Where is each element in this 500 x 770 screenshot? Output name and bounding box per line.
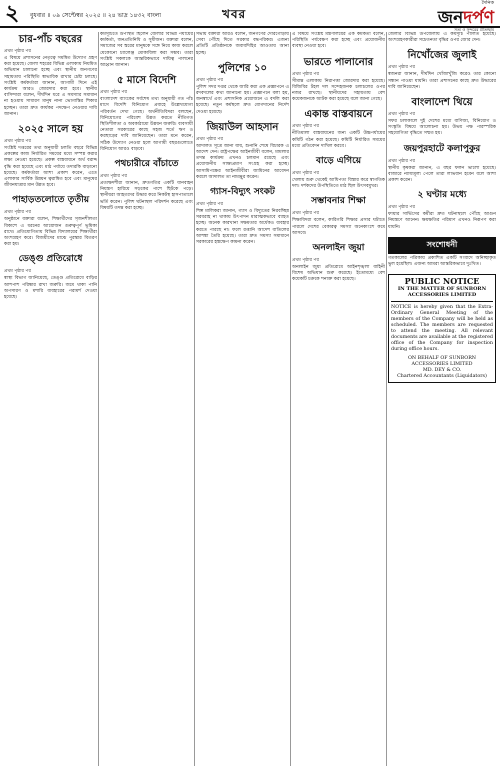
article — [388, 144, 496, 185]
article-body: আদালত সূত্রে জানা যায়, শুনানি শেষে বিচারক এ আদেশ দেন। রাষ্ট্রপক্ষের আইনজীবী বলেন, মামলার তদন্ত কার্যক্রম এখনও চলমান রয়েছে এবং প্রয়োজনীয় সাক্ষ্যপ্রমাণ সংগ্রহ করা হচ্ছে। আসামিপক্ষের আইনজীবীরা জামিনের আবেদন করলে আদালত তা নামঞ্জুর করেন। — [196, 143, 289, 180]
article — [388, 97, 496, 138]
article-byline: প্রথম পৃষ্ঠার পর — [100, 174, 127, 180]
article — [292, 196, 385, 237]
article-byline: প্রথম পৃষ্ঠার পর — [100, 90, 127, 96]
article-headline: পাহাড়তলোতে তৃতীয় — [11, 195, 90, 206]
article-headline: বাড়ে এগিয়ে — [315, 156, 362, 167]
notice-sign-line: Chartered Accountants (Liquidators) — [397, 374, 487, 380]
article-byline: প্রথম পৃষ্ঠার পর — [388, 205, 415, 211]
article-byline: প্রথম পৃষ্ঠার পর — [196, 77, 223, 83]
article — [196, 32, 289, 57]
column-divider — [98, 32, 99, 766]
article-headline: ২ ঘণ্টার মধ্যে — [417, 190, 467, 201]
article-body: সফর চলাকালে দুই দেশের মধ্যে বাণিজ্য, বিনিয়োগ ও সংস্কৃতি বিষয়ে আলোচনা হয়। উভয় পক্ষ পারস্পরিক সহযোগিতা বৃদ্ধিতে সম্মত হয়। — [388, 119, 496, 137]
article-body: সীমান্ত এলাকায় নিরাপত্তা জোরদার করা হয়েছে। বিজিবির টহল দল সন্দেহজনক চলাচলের ওপর নজর রাখছে। স্থানীয়দের সহায়তায় বেশ কয়েকজনকে আটক করা হয়েছে বলে জানা গেছে। — [292, 78, 385, 103]
article-headline: জিয়াউল আহসান — [206, 121, 279, 133]
article-headline: একান্ত বাস্তবায়নে — [304, 109, 373, 121]
article-headline: ৫ মাসে বিদেশি — [116, 75, 176, 87]
correction-body: গতকালের পত্রিকায় প্রকাশিত একটি সংবাদে অনিচ্ছাকৃত ভুল হয়েছিল। এজন্য আমরা আন্তরিকভাবে দুঃখিত। — [388, 255, 496, 268]
article — [100, 32, 193, 69]
article — [292, 156, 385, 190]
dateline: বুধবার ॥ ০৯ সেপ্টেম্বর ২০২৫ ॥ ২৪ ভাদ্র ১৪৩২ বাংলা — [30, 12, 161, 19]
article-byline: প্রথম পৃষ্ঠার পর — [292, 71, 319, 77]
article-headline: পুলিশের ১০ — [217, 62, 267, 74]
article-headline: ২০২৫ সালে হয় — [17, 124, 84, 136]
article — [4, 254, 97, 301]
brand-name — [438, 8, 494, 28]
notice-title: PUBLIC NOTICE — [404, 276, 480, 287]
article — [100, 159, 193, 212]
article — [4, 195, 97, 248]
brand-name-part1: জন — [437, 8, 464, 28]
notice-divider — [391, 301, 493, 302]
article-body: অনলাইন জুয়া প্রতিরোধে আইনশৃঙ্খলা বাহিনী বিশেষ অভিযান শুরু করেছে। ইতোমধ্যে বেশ কয়েকটি চক্রকে শনাক্ত করা হয়েছে। — [292, 265, 385, 283]
correction-heading: সংশোধনী — [388, 237, 496, 254]
article-body: এ বিষয়ে প্রশাসনের নেতৃত্বে সমন্বিত উদ্যোগ গ্রহণ করা হয়েছে। জেলা শহরের বিভিন্ন এলাকায় নিয়মিত অভিযান চালানো হচ্ছে এবং স্থানীয় জনগণের সহায়তায় পরিস্থিতি স্বাভাবিক রাখার চেষ্টা চলছে। সংশ্লিষ্ট কর্মকর্তারা জানান, আগামী দিনে এই কার্যক্রম আরও জোরদার করা হবে। স্থানীয় বাসিন্দারা বলেন, দীর্ঘদিন ধরে এ সমস্যার সমাধান না হওয়ায় সাধারণ মানুষ নানা ভোগান্তির শিকার হচ্ছেন। তারা দ্রুত কার্যকর পদক্ষেপ নেওয়ার দাবি জানান। — [4, 56, 97, 117]
column-5 — [388, 32, 496, 766]
article-headline: পথচারীরে বাঁচাতে — [114, 159, 179, 170]
article — [4, 34, 97, 118]
article-body: কর্মসূচিতে উপস্থিত ছিলেন জেলার বিভিন্ন পর্যায়ের কর্মকর্তা, জনপ্রতিনিধি ও সুধীজন। বক্তারা বলেন, সমাজের সব স্তরের মানুষকে সঙ্গে নিয়ে কাজ করলে যেকোনো চ্যালেঞ্জ মোকাবিলা করা সম্ভব। তারা সংশ্লিষ্ট সকলকে আন্তরিকভাবে দায়িত্ব পালনের আহ্বান জানান। — [100, 32, 193, 69]
article — [388, 50, 496, 91]
article-body: নীতিমালা বাস্তবায়নের জন্য একটি উচ্চপর্যায়ের কমিটি গঠন করা হয়েছে। কমিটি নির্ধারিত সময়ের মধ্যে প্রতিবেদন দাখিল করবে। — [292, 131, 385, 149]
article-body: শিল্প মালিকরা জানান, গ্যাস ও বিদ্যুতের নিরবচ্ছিন্ন সরবরাহ না থাকায় উৎপাদন মারাত্মকভাবে ব্যাহত হচ্ছে। অনেক কারখানা সক্ষমতার অর্ধেকও ব্যবহার করতে পারছে না। ফলে রপ্তানি আদেশ বাতিলের আশঙ্কা তৈরি হয়েছে। তারা দ্রুত সমস্যা সমাধানে সরকারের হস্তক্ষেপ কামনা করেন। — [196, 209, 289, 246]
article — [292, 243, 385, 284]
article-headline: নিখোঁজের জুলাই — [407, 50, 477, 62]
article — [196, 122, 289, 181]
article-headline: গ্যাস-বিদ্যুৎ সংকট — [210, 187, 275, 198]
brand-tagline: সত্য ও সুন্দরের প্রতিচ্ছবি — [454, 27, 494, 32]
article-byline: প্রথম পৃষ্ঠার পর — [388, 65, 415, 71]
article — [388, 32, 496, 44]
article-headline: ভারতে পালানোর — [303, 56, 374, 68]
article — [388, 190, 496, 231]
page-number: ২ — [5, 0, 20, 26]
article-byline: প্রথম পৃষ্ঠার পর — [196, 202, 223, 208]
notice-sign-line: MD. DEY & CO. — [422, 368, 462, 374]
article-byline: প্রথম পৃষ্ঠার পর — [4, 139, 31, 145]
article-body: এ বিষয়ে সংশ্লিষ্ট মন্ত্রণালয়ের এক কর্মকর্তা বলেন, পরিস্থিতি পর্যবেক্ষণ করা হচ্ছে এবং প্রয়োজনীয় ব্যবস্থা নেওয়া হবে। — [292, 32, 385, 50]
column-divider — [290, 32, 291, 766]
article-headline: জয়পুরহাটে কলাপুকুর — [403, 143, 481, 154]
column-4 — [292, 32, 385, 766]
newspaper-logo — [438, 0, 494, 34]
article-headline: অনলাইন জুয়া — [312, 243, 365, 254]
column-divider — [386, 32, 387, 766]
article-body: অনুষ্ঠানে বক্তারা বলেন, শিক্ষার্থীদের সৃজনশীলতা বিকাশে এ ধরনের আয়োজন গুরুত্বপূর্ণ ভূমিকা রাখে। প্রতিযোগিতায় বিভিন্ন বিদ্যালয়ের শিক্ষার্থীরা অংশগ্রহণ করে। বিজয়ীদের মাঝে পুরস্কার বিতরণ করা হয়। — [4, 217, 97, 248]
article-body: বাংলাদেশ ব্যাংকের সর্বশেষ তথ্য অনুযায়ী গত পাঁচ মাসে বিদেশি বিনিয়োগ প্রবাহে উল্লেখযোগ্য পরিবর্তন দেখা গেছে। অর্থনীতিবিদরা বলছেন, বিনিয়োগের পরিবেশ উন্নত করতে নীতিগত স্থিতিশীলতা ও অবকাঠামো উন্নয়ন জরুরি। ব্যবসায়ী নেতারা সরকারের কাছে সহজ শর্তে ঋণ ও করছাড়ের দাবি জানিয়েছেন। তারা মনে করেন, সঠিক উদ্যোগ নেওয়া হলে আগামী বছরগুলোতে বিনিয়োগ আরও বাড়বে। — [100, 97, 193, 152]
article-byline: প্রথম পৃষ্ঠার পর — [292, 258, 319, 264]
article-headline: ডেঙ্গু প্রতিরোধে — [18, 254, 83, 265]
article-body: স্বাস্থ্য বিভাগ জানিয়েছে, ডেঙ্গু প্রতিরোধে বাড়ির আশপাশ পরিষ্কার রাখা জরুরি। জমে থাকা পানি অপসারণ ও মশারি ব্যবহারের পরামর্শ দেওয়া হয়েছে। — [4, 276, 97, 301]
column-3 — [196, 32, 289, 766]
article-body: পুলিশ সদর দপ্তর থেকে জারি করা এক প্রজ্ঞাপনে এ রদবদলের কথা জানানো হয়। প্রজ্ঞাপনে বলা হয়, জনস্বার্থে এবং প্রশাসনিক প্রয়োজনে এ বদলি করা হয়েছে। নতুন কর্মস্থলে দ্রুত যোগদানের নির্দেশ দেওয়া হয়েছে। — [196, 84, 289, 115]
article — [100, 75, 193, 153]
article-body: প্রত্যক্ষদর্শীরা জানান, দ্রুতগতির একটি যানবাহন নিয়ন্ত্রণ হারিয়ে সড়কের পাশে ছিটকে পড়ে। স্থানীয়রা আহতদের উদ্ধার করে নিকটস্থ হাসপাতালে ভর্তি করেন। পুলিশ ঘটনাস্থল পরিদর্শন করেছে এবং বিষয়টি তদন্ত করা হচ্ছে। — [100, 181, 193, 211]
masthead — [0, 0, 500, 32]
article-body: স্বজনরা জানান, দীর্ঘদিন খোঁজাখুঁজি করেও তার কোনো সন্ধান পাওয়া যায়নি। তারা প্রশাসনের কাছে দ্রুত উদ্ধারের দাবি জানিয়েছেন। — [388, 72, 496, 90]
column-divider — [194, 32, 195, 766]
article-body: ফায়ার সার্ভিসের কর্মীরা দ্রুত ঘটনাস্থলে পৌঁছে আগুন নিয়ন্ত্রণে আনেন। ক্ষয়ক্ষতির পরিমাণ এখনও নিরূপণ করা যায়নি। — [388, 212, 496, 230]
article — [196, 63, 289, 116]
notice-sign-line: ON BEHALF OF SUNBORN ACCESSORIES LIMITED — [407, 356, 477, 368]
article-body: সভায় বক্তারা আরও বলেন, জনগণের দোরগোড়ায় সেবা পৌঁছে দিতে সরকার বদ্ধপরিকর। এজন্য প্রতিটি প্রতিষ্ঠানকে জবাবদিহির আওতায় আনা হচ্ছে। — [196, 32, 289, 56]
article-byline: প্রথম পৃষ্ঠার পর — [4, 49, 31, 54]
article-byline: প্রথম পৃষ্ঠার পর — [196, 136, 223, 142]
section-title: খবর — [222, 7, 247, 21]
column-1 — [4, 32, 97, 766]
article — [292, 109, 385, 150]
notice-signature — [391, 356, 493, 380]
article-byline: প্রথম পৃষ্ঠার পর — [4, 210, 31, 216]
article-headline: সম্ভাবনার শিক্ষা — [311, 196, 366, 207]
article-body: সংশ্লিষ্ট দপ্তরের তথ্য অনুযায়ী চলতি বছরে বিভিন্ন প্রকল্পের কাজ নির্ধারিত সময়ের মধ্যে সম্পন্ন করার লক্ষ্য নেওয়া হয়েছে। প্রকল্প বাস্তবায়নে অর্থ বরাদ্দ বৃদ্ধি করা হয়েছে এবং মাঠ পর্যায়ে তদারকি বাড়ানো হয়েছে। কর্মকর্তারা আশা প্রকাশ করেন, এতে এলাকার সার্বিক উন্নয়ন ত্বরান্বিত হবে এবং মানুষের জীবনযাত্রার মান উন্নত হবে। — [4, 146, 97, 189]
article — [4, 124, 97, 189]
article-byline: প্রথম পৃষ্ঠার পর — [292, 211, 319, 217]
column-2 — [100, 32, 193, 766]
article-byline: প্রথম পৃষ্ঠার পর — [292, 171, 319, 177]
article-body: খেলায় শুরু থেকেই আধিপত্য বিস্তার করে স্বাগতিক দল। দর্শকদের উপস্থিতিতে মাঠ ছিল উৎসবমুখর। — [292, 178, 385, 190]
public-notice — [388, 274, 496, 383]
article-byline: প্রথম পৃষ্ঠার পর — [292, 124, 319, 130]
article-headline: চার-পাঁচ বছরের — [18, 34, 83, 45]
article-byline: প্রথম পৃষ্ঠার পর — [4, 269, 31, 275]
article-byline: প্রথম পৃষ্ঠার পর — [388, 158, 415, 164]
article-headline: বাংলাদেশ থিয়ে — [411, 97, 473, 109]
article — [196, 187, 289, 246]
notice-subtitle: IN THE MATTER OF SUNBORN ACCESSORIES LIMITED — [397, 286, 487, 299]
brand-name-part2: দর্পণ — [463, 8, 494, 28]
notice-body: NOTICE is hereby given that the Extra-Ordinary General Meeting of the members of the Company will be held as scheduled. The members are requested to attend the meeting. All relevant documents are available at the registered office of the Company for inspection during office hours. — [391, 305, 493, 353]
article — [292, 57, 385, 104]
article — [292, 32, 385, 51]
article-body: স্থানীয় কৃষকরা জানান, এ বছর ফলন ভালো হয়েছে। বাজারে ন্যায্যমূল্য পেলে তারা লাভবান হবেন বলে আশা প্রকাশ করেন। — [388, 165, 496, 184]
correction-box — [388, 237, 496, 268]
article-byline: প্রথম পৃষ্ঠার পর — [388, 112, 415, 118]
brand-prefix: দৈনিক — [481, 0, 494, 6]
article-body: শিক্ষাবিদরা বলেন, কারিগরি শিক্ষার প্রসার ঘটাতে পারলে দেশের বেকারত্ব সমস্যা অনেকাংশে কমে আসবে। — [292, 218, 385, 236]
article-body: জেলার বিভিন্ন উপজেলায় এ কর্মসূচি পালিত হয়েছে। অংশগ্রহণকারীরা সচেতনতা বৃদ্ধির ওপর জোর দেন। — [388, 32, 496, 44]
